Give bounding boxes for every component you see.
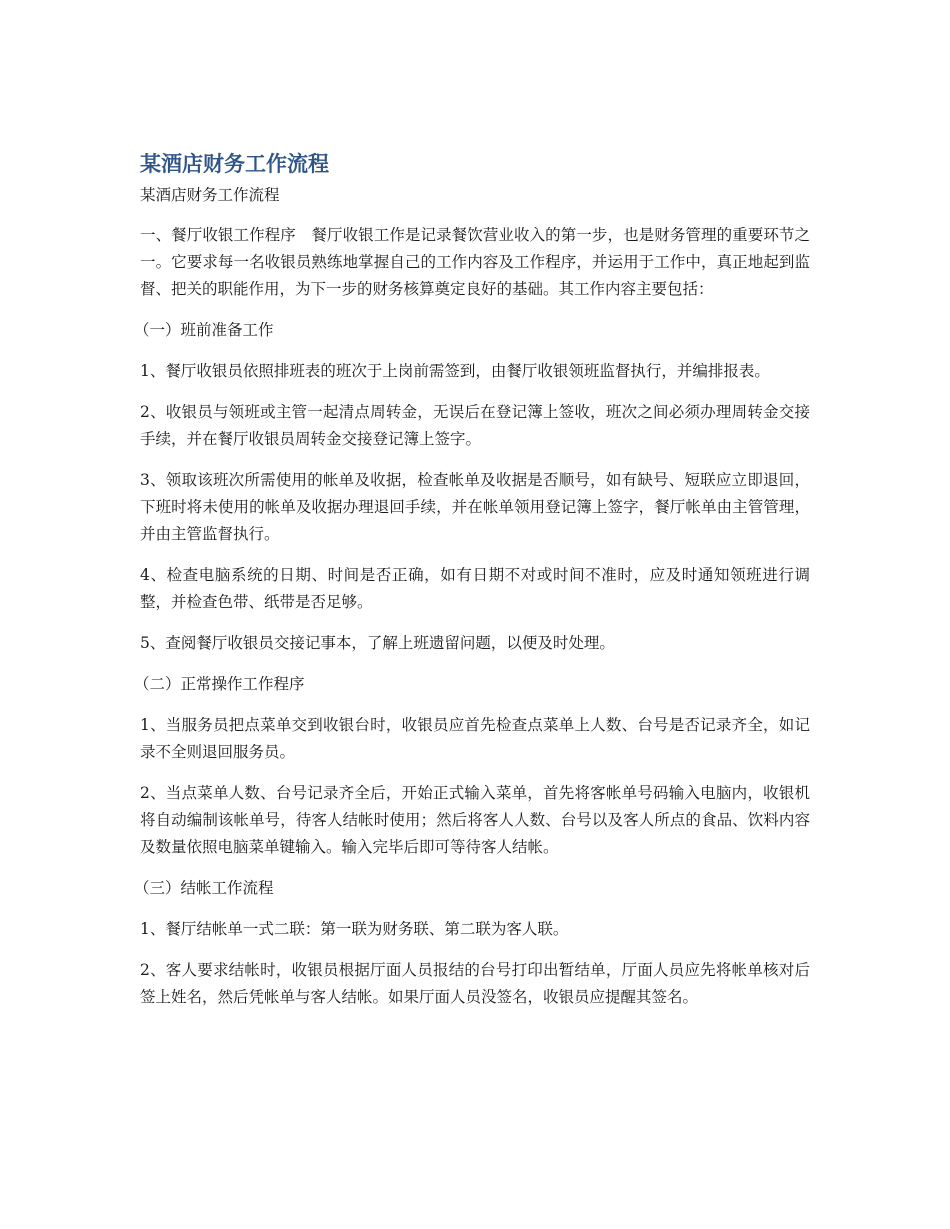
list-item: 2、当点菜单人数、台号记录齐全后，开始正式输入菜单，首先将客帐单号码输入电脑内，收银机将自动编制该帐单号，待客人结帐时使用；然后将客人人数、台号以及客人所点的食品、饮料内容及数量依照电脑菜单键输入。输入完毕后即可等待客人结帐。 — [140, 784, 810, 856]
list-item: 1、当服务员把点菜单交到收银台时，收银员应首先检查点菜单上人数、台号是否记录齐全，如记录不全则退回服务员。 — [140, 716, 810, 761]
list-item: 1、餐厅收银员依照排班表的班次于上岗前需签到，由餐厅收银领班监督执行，并编排报表。 — [140, 362, 770, 380]
section-heading: （二）正常操作工作程序 — [134, 675, 305, 693]
list-item: 1、餐厅结帐单一式二联：第一联为财务联、第二联为客人联。 — [140, 920, 569, 938]
section-heading: （三）结帐工作流程 — [134, 879, 274, 897]
list-item: 4、检查电脑系统的日期、时间是否正确，如有日期不对或时间不准时，应及时通知领班进行调整，并检查色带、纸带是否足够。 — [140, 566, 810, 611]
list-item: 2、客人要求结帐时，收银员根据厅面人员报结的台号打印出暂结单，厅面人员应先将帐单核对后签上姓名，然后凭帐单与客人结帐。如果厅面人员没签名，收银员应提醒其签名。 — [140, 961, 810, 1006]
document-subtitle: 某酒店财务工作流程 — [140, 186, 280, 204]
intro-paragraph: 一、餐厅收银工作程序 餐厅收银工作是记录餐饮营业收入的第一步，也是财务管理的重要环节之一。它要求每一名收银员熟练地掌握自己的工作内容及工作程序，并运用于工作中，真正地起到监督、把关的职能作用，为下一步的财务核算奠定良好的基础。其工作内容主要包括： — [140, 226, 810, 298]
document-title: 某酒店财务工作流程 — [140, 152, 329, 176]
list-item: 3、领取该班次所需使用的帐单及收据，检查帐单及收据是否顺号，如有缺号、短联应立即退回，下班时将未使用的帐单及收据办理退回手续，并在帐单领用登记簿上签字，餐厅帐单由主管管理，并由主管监督执行。 — [140, 471, 810, 543]
document-page — [134, 150, 810, 1011]
list-item: 5、查阅餐厅收银员交接记事本，了解上班遗留问题，以便及时处理。 — [140, 634, 615, 652]
section-heading: （一）班前准备工作 — [134, 321, 274, 339]
list-item: 2、收银员与领班或主管一起清点周转金，无误后在登记簿上签收，班次之间必须办理周转金交接手续，并在餐厅收银员周转金交接登记簿上签字。 — [140, 403, 810, 448]
